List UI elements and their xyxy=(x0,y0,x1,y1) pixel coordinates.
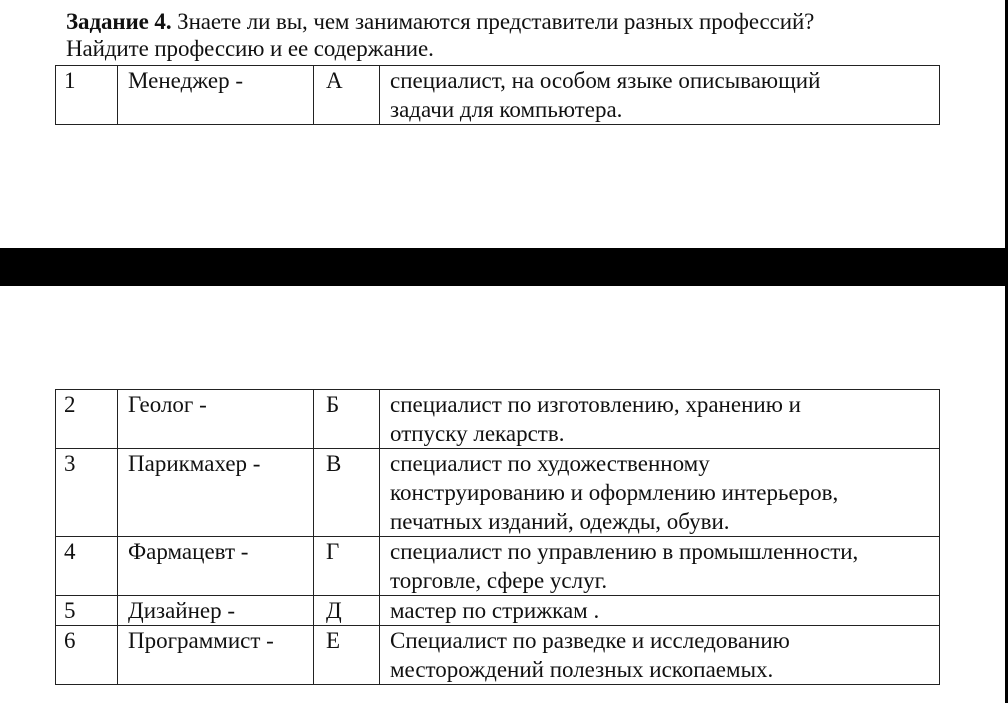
description-line: специалист, на особом языке описывающий xyxy=(390,68,821,93)
matching-table-bottom xyxy=(55,389,940,685)
task-heading xyxy=(66,8,996,62)
task-instruction: Найдите профессию и ее содержание. xyxy=(66,36,434,61)
description-line: торговле, сфере услуг. xyxy=(390,568,608,593)
profession-cell: Менеджер - xyxy=(118,66,314,125)
description-line: месторождений полезных ископаемых. xyxy=(390,657,774,682)
task-question: Знаете ли вы, чем занимаются представители разных профессий? xyxy=(171,9,815,34)
description-line: мастер по стрижкам . xyxy=(390,598,600,623)
row-number: 3 xyxy=(56,449,118,537)
profession-cell: Программист - xyxy=(118,626,314,685)
letter-cell: А xyxy=(314,66,380,125)
description-cell xyxy=(380,537,940,596)
letter-cell: Е xyxy=(314,626,380,685)
description-line: задачи для компьютера. xyxy=(390,97,623,122)
row-number: 4 xyxy=(56,537,118,596)
table-row xyxy=(56,390,940,449)
black-separator-band xyxy=(0,248,1008,286)
profession-cell: Парикмахер - xyxy=(118,449,314,537)
profession-cell: Фармацевт - xyxy=(118,537,314,596)
description-line: Специалист по разведке и исследованию xyxy=(390,628,790,653)
matching-table-top xyxy=(55,65,940,125)
table-row xyxy=(56,537,940,596)
table-row xyxy=(56,596,940,626)
table-row xyxy=(56,626,940,685)
description-line: специалист по художественному xyxy=(390,451,710,476)
letter-cell: Д xyxy=(314,596,380,626)
row-number: 1 xyxy=(56,66,118,125)
description-cell xyxy=(380,626,940,685)
table-row xyxy=(56,449,940,537)
description-line: специалист по изготовлению, хранению и xyxy=(390,392,801,417)
row-number: 6 xyxy=(56,626,118,685)
description-cell xyxy=(380,390,940,449)
description-line: специалист по управлению в промышленности, xyxy=(390,539,859,564)
letter-cell: Б xyxy=(314,390,380,449)
row-number: 5 xyxy=(56,596,118,626)
row-number: 2 xyxy=(56,390,118,449)
profession-cell: Геолог - xyxy=(118,390,314,449)
description-cell xyxy=(380,66,940,125)
description-line: печатных изданий, одежды, обуви. xyxy=(390,509,730,534)
description-line: конструированию и оформлению интерьеров, xyxy=(390,480,839,505)
description-cell xyxy=(380,596,940,626)
profession-cell: Дизайнер - xyxy=(118,596,314,626)
task-question-line xyxy=(66,8,996,35)
task-label: Задание 4. xyxy=(66,9,172,34)
description-line: отпуску лекарств. xyxy=(390,421,565,446)
table-row xyxy=(56,66,940,125)
letter-cell: В xyxy=(314,449,380,537)
description-cell xyxy=(380,449,940,537)
letter-cell: Г xyxy=(314,537,380,596)
